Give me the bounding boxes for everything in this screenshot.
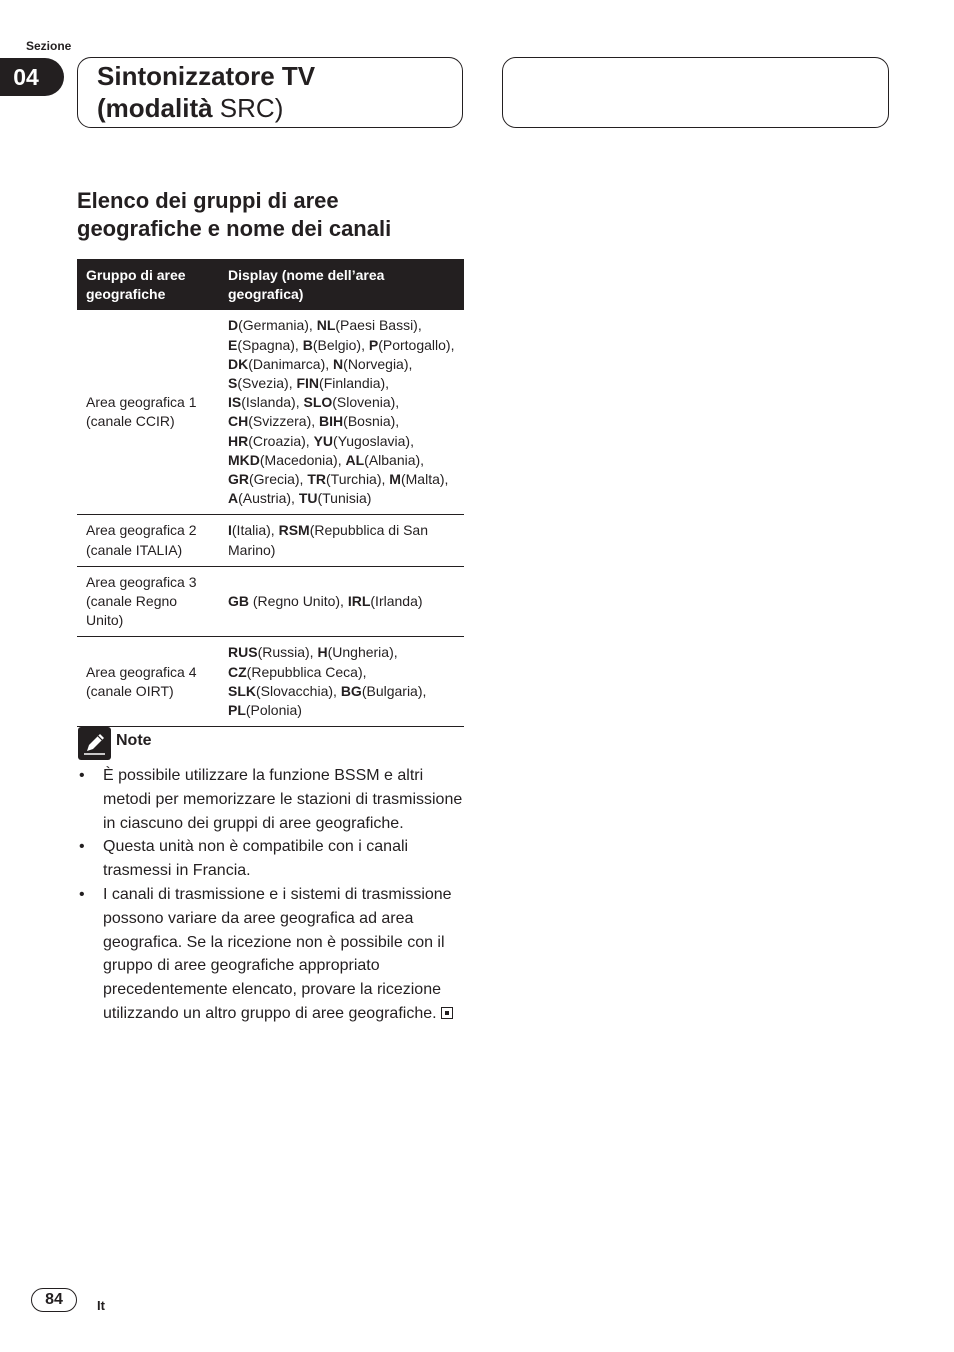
country-name: (Bulgaria), [361,682,427,699]
country-name: (Austria), [238,490,299,507]
country-name: (Yugoslavia), [333,432,414,449]
country-name: (Finlandia), [319,375,390,392]
page-title-line2 [97,92,457,124]
country-code: I [228,522,232,539]
table-row [77,566,464,637]
table-cell-group: Area geografica 4 (canale OIRT) [77,637,219,727]
country-name: (Italia), [231,522,279,539]
country-code: E [228,336,238,353]
country-code: RSM [278,522,310,539]
country-name: (Slovenia), [332,394,400,411]
country-name: (Polonia) [245,702,302,719]
note-list [77,764,469,1026]
country-name: (Repubblica Ceca), [246,663,367,680]
country-name: (Macedonia), [259,451,346,468]
language-code: It [97,1298,105,1313]
country-code: A [228,490,239,507]
country-name: (Islanda), [241,394,304,411]
table-cell-display [219,515,464,566]
list-item [77,883,469,1026]
note-text: Questa unità non è compatibile con i canali trasmessi in Francia. [103,838,409,880]
country-name: (Albania), [364,451,425,468]
country-code: B [302,336,313,353]
country-code: FIN [296,375,320,392]
list-item [77,764,469,835]
country-code: TR [307,471,327,488]
country-name: (Norvegia), [343,355,413,372]
note-label: Note [116,732,152,749]
country-name: (Svizzera), [248,413,320,430]
page-title-line1: Sintonizzatore TV [97,61,316,91]
table-header-row [77,259,464,310]
country-name: (Croazia), [248,432,314,449]
section-number-badge: 04 [0,58,64,96]
header-empty-frame [502,57,889,128]
country-code: IS [228,394,242,411]
country-code: M [389,471,401,488]
table-header-display: Display (nome dell’area geografica) [219,259,464,310]
table-cell-group: Area geografica 1 (canale CCIR) [77,310,219,515]
page-title-mode: (modalità [97,93,220,123]
bullet: • [79,767,85,784]
table-cell-display [219,637,464,727]
country-code: GR [228,471,249,488]
section-heading-line1: Elenco dei gruppi di aree [77,188,339,213]
country-name: (Portogallo), [378,336,455,353]
table-cell-group: Area geografica 3 (canale Regno Unito) [77,566,219,637]
country-name: (Russia), [257,644,318,661]
country-code: SLO [303,394,333,411]
country-code: BG [340,682,362,699]
page-title-src: SRC) [219,93,284,123]
section-label: Sezione [26,39,72,53]
table-row [77,637,464,727]
country-name: (Svezia), [237,375,297,392]
country-code: YU [313,432,334,449]
page-number: 84 [31,1288,77,1312]
country-name: (Belgio), [312,336,369,353]
country-code: TU [298,490,318,507]
bullet: • [79,838,85,856]
table-cell-display [219,566,464,637]
page-title [97,60,457,124]
country-code: NL [316,317,336,334]
country-name: (Spagna), [237,336,303,353]
list-item [77,835,469,883]
country-code: PL [228,702,246,719]
country-code: P [368,336,379,353]
table-cell-group: Area geografica 2 (canale ITALIA) [77,515,219,566]
table-body [77,310,464,726]
country-name: (Bosnia), [343,413,400,430]
country-name: (Turchia), [326,471,390,488]
country-code: IRL [347,593,371,610]
country-name: (Repubblica di San Marino) [228,522,428,558]
note-text: I canali di trasmissione e i sistemi di trasmissione possono variare da aree geografica ad area geografica. Se la ricezione non è possibile con il gruppo di aree geografiche appropriato precedentemente elencato, provare la ricezione utilizzando un altro gruppo di aree geografiche. [103,885,452,1022]
note-pencil-icon [78,727,111,760]
country-code: S [228,375,238,392]
country-name: (Grecia), [249,471,308,488]
end-mark-icon [441,1007,453,1019]
country-code: AL [345,451,365,468]
country-code: N [333,355,344,372]
section-heading-line2: geografiche e nome dei canali [77,216,392,241]
table-row [77,310,464,515]
country-name: (Danimarca), [248,355,334,372]
bullet: • [79,885,85,903]
region-table [77,259,464,727]
country-code: MKD [228,451,260,468]
table-row [77,515,464,566]
country-name: (Germania), [238,317,317,334]
country-code: H [317,644,328,661]
country-code: CZ [228,663,247,680]
country-name: (Tunisia) [317,490,372,507]
country-code: DK [228,355,249,372]
country-code: GB [228,593,249,610]
country-name: (Malta), [400,471,449,488]
table-cell-display [219,310,464,515]
note-text: È possibile utilizzare la funzione BSSM e altri metodi per memorizzare le stazioni di trasmissione in ciascuno dei gruppi di aree geografiche. [103,767,463,832]
country-code: HR [228,432,249,449]
country-code: BIH [319,413,344,430]
country-name: (Paesi Bassi), [335,317,422,334]
country-name: (Slovacchia), [256,682,341,699]
country-code: RUS [228,644,258,661]
table-header-group: Gruppo di aree geografiche [77,259,219,310]
country-name: (Irlanda) [370,593,423,610]
country-code: D [228,317,239,334]
country-name: (Regno Unito), [249,593,348,610]
country-code: SLK [228,682,256,699]
section-heading [77,187,467,243]
country-name: (Ungheria), [327,644,398,661]
country-code: CH [228,413,249,430]
